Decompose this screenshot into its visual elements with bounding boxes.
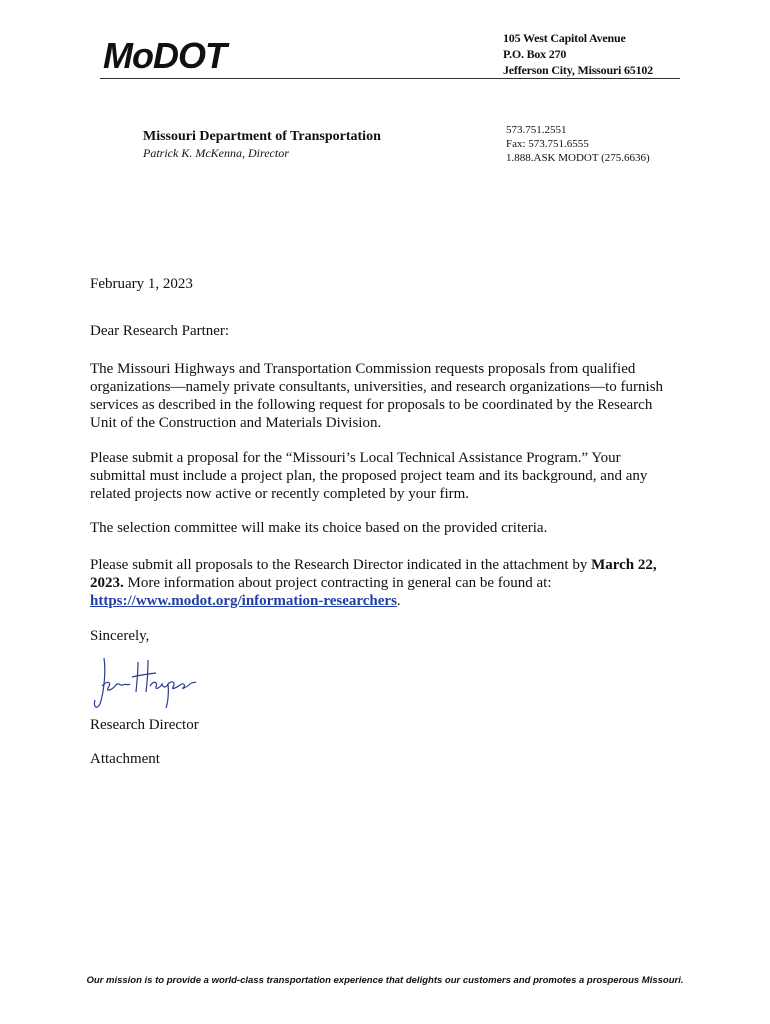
- letter-greeting: Dear Research Partner:: [90, 323, 230, 339]
- submission-text: Please submit all proposals to the Research Director indicated in the attachment by: [90, 557, 592, 573]
- researchers-link[interactable]: https://www.modot.org/information-researchers: [90, 593, 397, 609]
- contact-line: 1.888.ASK MODOT (275.6636): [506, 152, 650, 164]
- submission-period: .: [396, 593, 401, 609]
- address-line: 105 West Capitol Avenue: [503, 31, 626, 45]
- paragraph-submission: [90, 556, 680, 610]
- submission-more-info: More information about project contracting in general can be found at:: [123, 575, 552, 591]
- mailing-address: [503, 30, 653, 78]
- address-line: P.O. Box 270: [503, 47, 567, 61]
- department-name: Missouri Department of Transportation: [143, 129, 381, 144]
- letter-closing: Sincerely,: [90, 628, 150, 644]
- letter-date: February 1, 2023: [90, 276, 193, 292]
- modot-logo: MoDOT: [103, 35, 226, 76]
- paragraph-selection: The selection committee will make its choice based on the provided criteria.: [90, 520, 548, 536]
- header-divider: [100, 78, 680, 79]
- signer-title: Research Director: [90, 717, 199, 733]
- contact-info: [506, 123, 650, 165]
- contact-line: 573.751.2551: [506, 124, 567, 136]
- contact-line: Fax: 573.751.6555: [506, 138, 589, 150]
- handwritten-signature: [90, 652, 200, 714]
- attachment-note: Attachment: [90, 751, 160, 767]
- director-name: Patrick K. McKenna, Director: [143, 146, 289, 160]
- paragraph-request: The Missouri Highways and Transportation Commission requests proposals from qualified organizations—namely private consultants, universities, and research organizations—to furnish services as described in the following request for proposals to be coordinated by the Research Unit of the Construction and Materials Division.: [90, 361, 664, 431]
- submission-deadline: March 22, 2023.: [90, 557, 657, 591]
- paragraph-proposal: Please submit a proposal for the “Missouri’s Local Technical Assistance Program.” Your submittal must include a project plan, the proposed project team and its background, and any related projects now active or recently completed by your firm.: [90, 450, 648, 502]
- mission-statement: Our mission is to provide a world-class transportation experience that delights our customers and promotes a prosperous Missouri.: [86, 975, 684, 986]
- address-line: Jefferson City, Missouri 65102: [503, 63, 653, 77]
